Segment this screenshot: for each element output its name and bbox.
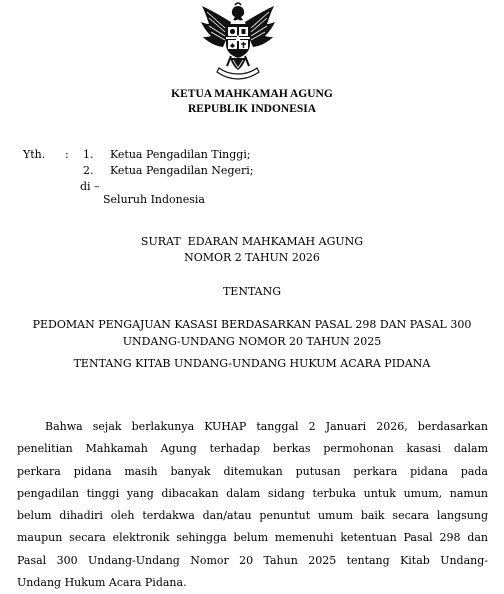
header-institution: KETUA MAHKAMAH AGUNG <box>171 88 333 100</box>
body-line: pengadilan tinggi yang dibacakan dalam sidang terbuka untuk umum, namun <box>17 486 488 500</box>
document-type: SURAT EDARAN MAHKAMAH AGUNG <box>140 235 364 248</box>
subject-line-2: UNDANG-UNDANG NOMOR 20 TAHUN 2025 <box>122 335 382 348</box>
salutation-colon: : <box>65 148 69 161</box>
subject-line-3: TENTANG KITAB UNDANG-UNDANG HUKUM ACARA PIDANA <box>73 357 431 370</box>
body-line: penelitian Mahkamah Agung terhadap berkas permohonan kasasi dalam <box>17 442 488 456</box>
addressee-location: Seluruh Indonesia <box>103 193 205 206</box>
body-line: Bahwa sejak berlakunya KUHAP tanggal 2 Januari 2026, berdasarkan <box>45 420 488 433</box>
garuda-emblem-icon <box>197 0 279 82</box>
body-paragraph <box>17 416 488 594</box>
body-line: maupun secara elektronik sehingga belum memenuhi ketentuan Pasal 298 dan <box>17 531 488 545</box>
addressee-item-number: 2. <box>83 164 94 177</box>
addressee-item-text: Ketua Pengadilan Tinggi; <box>110 148 251 161</box>
body-line: Pasal 300 Undang-Undang Nomor 20 Tahun 2025 tentang Kitab Undang- <box>17 553 488 567</box>
tentang-label: TENTANG <box>222 285 282 298</box>
body-line: Undang Hukum Acara Pidana. <box>17 576 187 590</box>
header-country: REPUBLIK INDONESIA <box>187 103 317 115</box>
salutation: Yth. <box>23 148 46 161</box>
addressee-item-text: Ketua Pengadilan Negeri; <box>110 164 254 177</box>
addressee-di: di – <box>80 180 100 193</box>
body-line: belum dihadiri oleh terdakwa dan/atau penuntut umum baik secara langsung <box>17 509 488 523</box>
addressee-item-number: 1. <box>83 148 94 161</box>
document-number: NOMOR 2 TAHUN 2026 <box>184 251 320 264</box>
subject-line-1: PEDOMAN PENGAJUAN KASASI BERDASARKAN PASAL 298 DAN PASAL 300 <box>32 318 472 331</box>
body-line: perkara pidana masih banyak ditemukan putusan perkara pidana pada <box>17 464 488 478</box>
